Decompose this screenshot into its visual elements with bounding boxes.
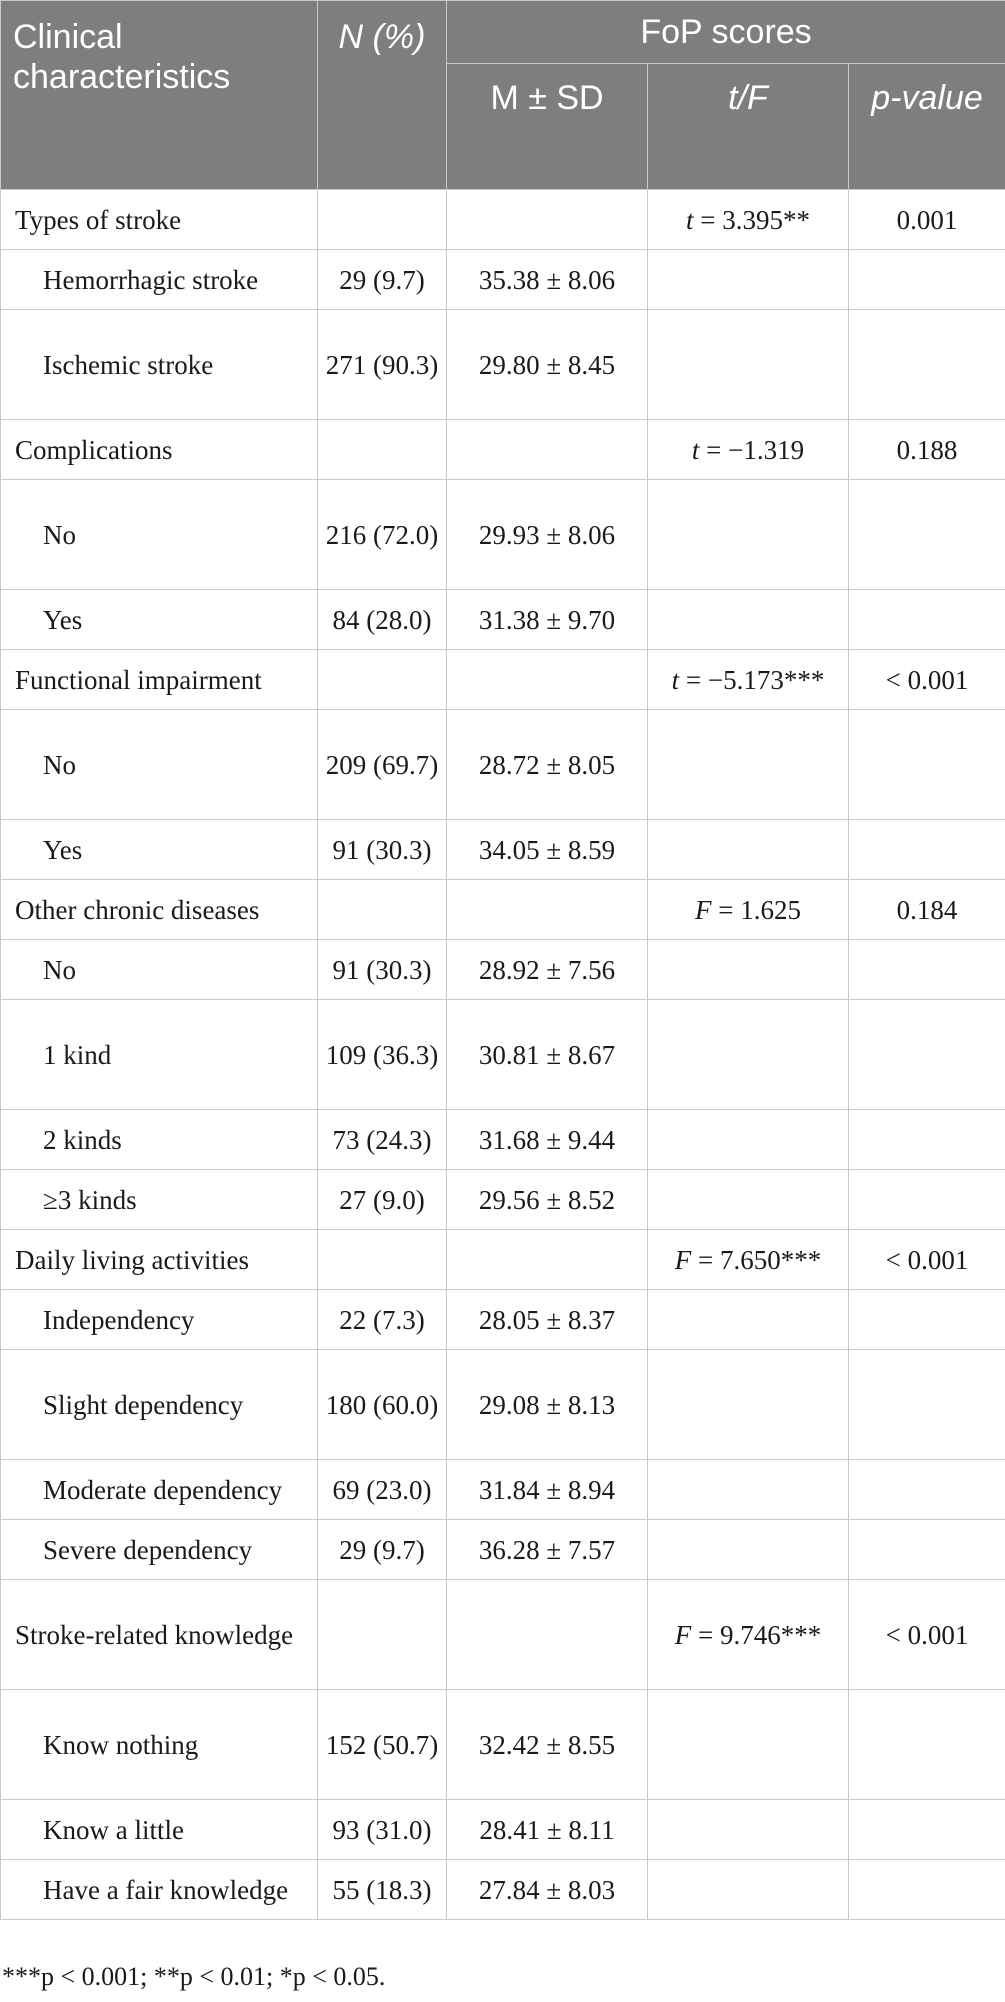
cell-t-f [648, 1170, 849, 1230]
cell-n-percent: 93 (31.0) [318, 1800, 447, 1860]
cell-n-percent: 216 (72.0) [318, 480, 447, 590]
header-n-percent: N (%) [318, 1, 447, 190]
cell-p-value [849, 1350, 1005, 1460]
table-row [1, 310, 1005, 420]
table-row [1, 250, 1005, 310]
cell-characteristic: Severe dependency [1, 1520, 318, 1580]
cell-mean-sd: 28.05 ± 8.37 [447, 1290, 648, 1350]
table-row [1, 1690, 1005, 1800]
cell-n-percent: 73 (24.3) [318, 1110, 447, 1170]
cell-p-value [849, 1860, 1005, 1920]
table-row [1, 1110, 1005, 1170]
group-row [1, 880, 1005, 940]
cell-t-f [648, 590, 849, 650]
cell-p-value: < 0.001 [849, 1580, 1005, 1690]
header-row-1 [1, 1, 1005, 64]
cell-mean-sd: 31.84 ± 8.94 [447, 1460, 648, 1520]
cell-p-value [849, 940, 1005, 1000]
table-row [1, 1860, 1005, 1920]
table-row [1, 1290, 1005, 1350]
table-row [1, 1170, 1005, 1230]
cell-characteristic: No [1, 710, 318, 820]
cell-p-value [849, 250, 1005, 310]
cell-p-value: 0.188 [849, 420, 1005, 480]
cell-mean-sd: 28.41 ± 8.11 [447, 1800, 648, 1860]
cell-p-value [849, 1520, 1005, 1580]
cell-t-f: F = 9.746*** [648, 1580, 849, 1690]
cell-characteristic: 2 kinds [1, 1110, 318, 1170]
cell-t-f [648, 1860, 849, 1920]
cell-characteristic: No [1, 480, 318, 590]
cell-n-percent: 29 (9.7) [318, 1520, 447, 1580]
cell-n-percent [318, 1230, 447, 1290]
footnote: ***p < 0.001; **p < 0.01; *p < 0.05. [2, 1962, 386, 1991]
cell-n-percent: 91 (30.3) [318, 820, 447, 880]
cell-t-f: t = 3.395** [648, 190, 849, 250]
cell-t-f [648, 710, 849, 820]
cell-n-percent: 152 (50.7) [318, 1690, 447, 1800]
cell-t-f [648, 250, 849, 310]
cell-characteristic: Yes [1, 820, 318, 880]
cell-characteristic: Slight dependency [1, 1350, 318, 1460]
cell-p-value [849, 1290, 1005, 1350]
cell-characteristic: Types of stroke [1, 190, 318, 250]
table-row [1, 1350, 1005, 1460]
cell-t-f [648, 480, 849, 590]
cell-characteristic: Know nothing [1, 1690, 318, 1800]
cell-characteristic: ≥3 kinds [1, 1170, 318, 1230]
cell-n-percent [318, 420, 447, 480]
cell-p-value [849, 1460, 1005, 1520]
cell-t-f [648, 940, 849, 1000]
cell-n-percent [318, 190, 447, 250]
cell-p-value [849, 1690, 1005, 1800]
header-t-f: t/F [648, 64, 849, 190]
cell-n-percent: 209 (69.7) [318, 710, 447, 820]
cell-characteristic: Have a fair knowledge [1, 1860, 318, 1920]
cell-p-value [849, 820, 1005, 880]
cell-n-percent [318, 880, 447, 940]
cell-p-value [849, 1800, 1005, 1860]
cell-mean-sd: 29.93 ± 8.06 [447, 480, 648, 590]
cell-mean-sd [447, 880, 648, 940]
table-row [1, 1000, 1005, 1110]
cell-t-f [648, 310, 849, 420]
cell-p-value: 0.184 [849, 880, 1005, 940]
cell-p-value: 0.001 [849, 190, 1005, 250]
cell-t-f [648, 1350, 849, 1460]
cell-characteristic: Stroke-related knowledge [1, 1580, 318, 1690]
table-row [1, 1520, 1005, 1580]
cell-characteristic: Other chronic diseases [1, 880, 318, 940]
cell-characteristic: Hemorrhagic stroke [1, 250, 318, 310]
cell-t-f: F = 7.650*** [648, 1230, 849, 1290]
cell-t-f [648, 1290, 849, 1350]
cell-mean-sd: 31.38 ± 9.70 [447, 590, 648, 650]
cell-n-percent: 109 (36.3) [318, 1000, 447, 1110]
group-row [1, 650, 1005, 710]
cell-n-percent: 271 (90.3) [318, 310, 447, 420]
table-row [1, 820, 1005, 880]
cell-mean-sd: 28.72 ± 8.05 [447, 710, 648, 820]
table-body [1, 190, 1005, 1920]
cell-characteristic: 1 kind [1, 1000, 318, 1110]
cell-n-percent [318, 650, 447, 710]
cell-p-value [849, 1170, 1005, 1230]
group-row [1, 420, 1005, 480]
cell-t-f [648, 1690, 849, 1800]
cell-characteristic: Moderate dependency [1, 1460, 318, 1520]
cell-p-value [849, 710, 1005, 820]
cell-p-value [849, 590, 1005, 650]
cell-n-percent: 22 (7.3) [318, 1290, 447, 1350]
cell-n-percent: 55 (18.3) [318, 1860, 447, 1920]
cell-characteristic: Independency [1, 1290, 318, 1350]
cell-n-percent: 29 (9.7) [318, 250, 447, 310]
cell-n-percent: 84 (28.0) [318, 590, 447, 650]
table-row [1, 1460, 1005, 1520]
header-mean-sd: M ± SD [447, 64, 648, 190]
cell-n-percent [318, 1580, 447, 1690]
cell-characteristic: No [1, 940, 318, 1000]
cell-t-f [648, 1800, 849, 1860]
cell-mean-sd: 31.68 ± 9.44 [447, 1110, 648, 1170]
cell-t-f [648, 1460, 849, 1520]
cell-t-f [648, 1000, 849, 1110]
cell-characteristic: Ischemic stroke [1, 310, 318, 420]
cell-n-percent: 91 (30.3) [318, 940, 447, 1000]
cell-mean-sd: 29.56 ± 8.52 [447, 1170, 648, 1230]
group-row [1, 1580, 1005, 1690]
cell-mean-sd: 28.92 ± 7.56 [447, 940, 648, 1000]
cell-mean-sd [447, 190, 648, 250]
cell-t-f [648, 1520, 849, 1580]
header-clinical-characteristics: Clinical characteristics [1, 1, 318, 190]
cell-t-f: F = 1.625 [648, 880, 849, 940]
cell-n-percent: 180 (60.0) [318, 1350, 447, 1460]
cell-mean-sd: 29.80 ± 8.45 [447, 310, 648, 420]
cell-p-value: < 0.001 [849, 650, 1005, 710]
cell-mean-sd: 30.81 ± 8.67 [447, 1000, 648, 1110]
cell-mean-sd [447, 420, 648, 480]
cell-characteristic: Functional impairment [1, 650, 318, 710]
table-row [1, 940, 1005, 1000]
cell-p-value: < 0.001 [849, 1230, 1005, 1290]
cell-mean-sd: 34.05 ± 8.59 [447, 820, 648, 880]
cell-mean-sd: 36.28 ± 7.57 [447, 1520, 648, 1580]
cell-p-value [849, 480, 1005, 590]
group-row [1, 1230, 1005, 1290]
cell-mean-sd [447, 1230, 648, 1290]
table-row [1, 710, 1005, 820]
cell-p-value [849, 1000, 1005, 1110]
cell-mean-sd [447, 650, 648, 710]
cell-p-value [849, 1110, 1005, 1170]
table-row [1, 590, 1005, 650]
cell-n-percent: 69 (23.0) [318, 1460, 447, 1520]
table-row [1, 480, 1005, 590]
cell-characteristic: Yes [1, 590, 318, 650]
cell-mean-sd: 32.42 ± 8.55 [447, 1690, 648, 1800]
cell-t-f [648, 1110, 849, 1170]
cell-n-percent: 27 (9.0) [318, 1170, 447, 1230]
cell-mean-sd: 27.84 ± 8.03 [447, 1860, 648, 1920]
cell-t-f: t = −5.173*** [648, 650, 849, 710]
cell-characteristic: Daily living activities [1, 1230, 318, 1290]
cell-mean-sd [447, 1580, 648, 1690]
cell-t-f: t = −1.319 [648, 420, 849, 480]
table-row [1, 1800, 1005, 1860]
header-fop-scores: FoP scores [447, 1, 1005, 64]
header-p-value: p-value [849, 64, 1005, 190]
cell-t-f [648, 820, 849, 880]
cell-p-value [849, 310, 1005, 420]
cell-characteristic: Complications [1, 420, 318, 480]
group-row [1, 190, 1005, 250]
cell-mean-sd: 35.38 ± 8.06 [447, 250, 648, 310]
cell-characteristic: Know a little [1, 1800, 318, 1860]
cell-mean-sd: 29.08 ± 8.13 [447, 1350, 648, 1460]
